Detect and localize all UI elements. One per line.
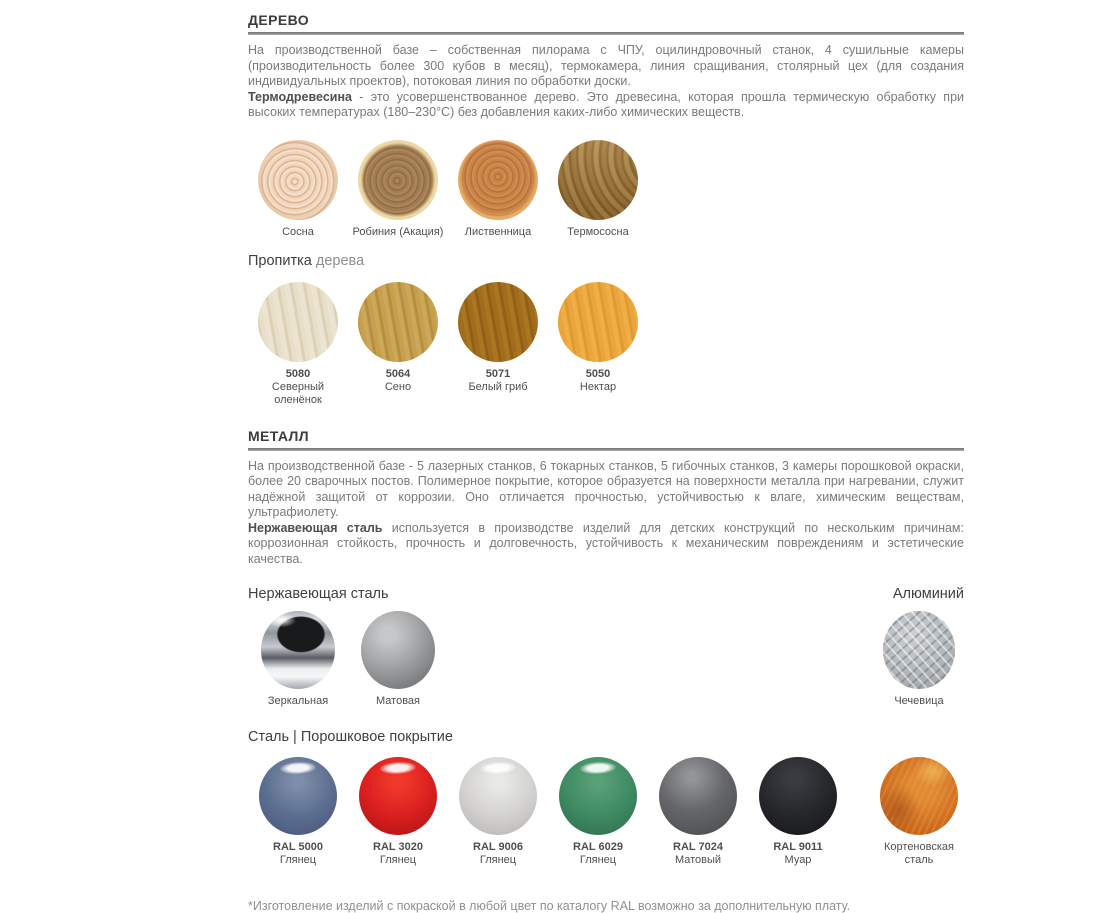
ral-finish: Глянец [380,854,416,866]
swatch-label [385,368,411,394]
impregnation-5050-swatch [558,282,638,362]
metal-subheadings [248,586,964,602]
swatch-label: Матовая [376,695,420,708]
swatch-label: Лиственница [465,226,531,239]
powder-color-item [748,757,848,867]
corten-steel-swatch [880,757,958,835]
impregnation-item [248,282,348,407]
wood-species-item [548,140,648,239]
impregnation-heading-dark: Пропитка [248,253,312,269]
ral-finish: Матовый [675,854,721,866]
stainless-lead: Нержавеющая сталь [248,521,382,535]
wood-intro-paragraph: На производственной базе – собственная пилорама с ЧПУ, оцилиндровочный станок, 4 сушильные камеры (производительность более 300 кубов в месяц), термокамера, линия сращивания, столярный цех (для создания индивидуальных проектов), потоковая линия по обработки доски. [248,43,964,90]
impregnation-code: 5050 [580,368,616,381]
wood-section-title: ДЕРЕВО [248,12,964,28]
powder-color-item [248,757,348,867]
stainless-group [248,611,448,708]
impregnation-code: 5064 [385,368,411,381]
metal-intro-paragraph: На производственной базе - 5 лазерных станков, 6 токарных станков, 5 гибочных станков, 3 камеры порошковой окраски, более 20 сварочных постов. Полимерное покрытие, которое образуется на поверхности металла при нагревании, служит надёжной защитой от коррозии. Оно отличается прочностью, устойчивостью к влаге, химическим веществам, ультрафиолету. [248,459,964,521]
impregnation-name: Северный оленёнок [272,381,324,406]
impregnation-5080-swatch [258,282,338,362]
robinia-slice-swatch [358,140,438,220]
matte-steel-ball-swatch [361,611,435,689]
ral-code: RAL 9006 [473,841,523,854]
powder-color-item [448,757,548,867]
swatch-label: Кортеновская сталь [876,841,962,867]
ral-9006-ball-swatch [459,757,537,835]
ral-code: RAL 6029 [573,841,623,854]
impregnation-row [248,282,964,407]
section-divider [248,32,964,35]
swatch-label: Сосна [282,226,314,239]
swatch-label [373,841,423,867]
ral-6029-ball-swatch [559,757,637,835]
ral-code: RAL 5000 [273,841,323,854]
swatch-label [258,368,338,407]
ral-code: RAL 9011 [773,841,822,854]
swatch-label [573,841,623,867]
powder-color-item [548,757,648,867]
section-divider [248,448,964,451]
ral-footnote: *Изготовление изделий с покраской в любой цвет по каталогу RAL возможно за дополнительную плату. [248,899,964,913]
impregnation-5071-swatch [458,282,538,362]
ral-code: RAL 7024 [673,841,723,854]
swatch-label [473,841,523,867]
thermopine-swatch [558,140,638,220]
stainless-text: используется в производстве изделий для детских конструкций по нескольким причинам: коррозионная стойкость, прочность и долговечность, устойчивость к механическим повреждениям и эстетические качества. [248,521,964,566]
ral-finish: Муар [785,854,812,866]
ral-finish: Глянец [480,854,516,866]
aluminum-heading: Алюминий [893,586,964,602]
wood-species-item [248,140,348,239]
corten-item [874,757,964,867]
impregnation-item [348,282,448,407]
diamond-plate-swatch [883,611,955,689]
impregnation-5064-swatch [358,282,438,362]
thermowood-lead: Термодревесина [248,90,352,104]
powder-coating-heading: Сталь | Порошковое покрытие [248,729,964,745]
ral-finish: Глянец [280,854,316,866]
impregnation-heading-light: дерева [316,253,364,269]
swatch-label: Термососна [567,226,628,239]
wood-species-item [348,140,448,239]
ral-7024-ball-swatch [659,757,737,835]
impregnation-heading [248,253,964,269]
wood-section [248,12,964,407]
pine-slice-swatch [258,140,338,220]
wood-species-row [248,140,964,239]
mirror-steel-ball-swatch [261,611,335,689]
wood-species-item [448,140,548,239]
swatch-label: Чечевица [894,695,943,708]
ral-code: RAL 3020 [373,841,423,854]
impregnation-item [448,282,548,407]
ral-3020-ball-swatch [359,757,437,835]
stainless-heading: Нержавеющая сталь [248,586,389,602]
swatch-label [673,841,723,867]
impregnation-code: 5080 [258,368,338,381]
powder-color-item [648,757,748,867]
aluminum-item [874,611,964,708]
swatch-label [468,368,527,394]
stainless-aluminum-row [248,611,964,708]
swatch-label: Робиния (Акация) [353,226,444,239]
content-column [248,0,964,913]
stainless-paragraph [248,521,964,568]
ral-5000-ball-swatch [259,757,337,835]
metal-section [248,428,964,913]
metal-section-title: МЕТАЛЛ [248,428,964,444]
impregnation-name: Нектар [580,381,616,393]
powder-colors-row [248,757,964,867]
swatch-label: Зеркальная [268,695,328,708]
powder-color-item [348,757,448,867]
thermowood-text: - это усовершенствованное дерево. Это древесина, которая прошла термическую обработку при высоких температурах (180–230°С) без добавления каких-либо химических веществ. [248,90,964,120]
stainless-item [248,611,348,708]
thermowood-paragraph [248,90,964,121]
impregnation-item [548,282,648,407]
impregnation-name: Сено [385,381,411,393]
swatch-label [773,841,822,867]
ral-finish: Глянец [580,854,616,866]
impregnation-name: Белый гриб [468,381,527,393]
impregnation-code: 5071 [468,368,527,381]
stainless-item [348,611,448,708]
ral-9011-ball-swatch [759,757,837,835]
swatch-label [273,841,323,867]
larch-slice-swatch [458,140,538,220]
swatch-label [580,368,616,394]
